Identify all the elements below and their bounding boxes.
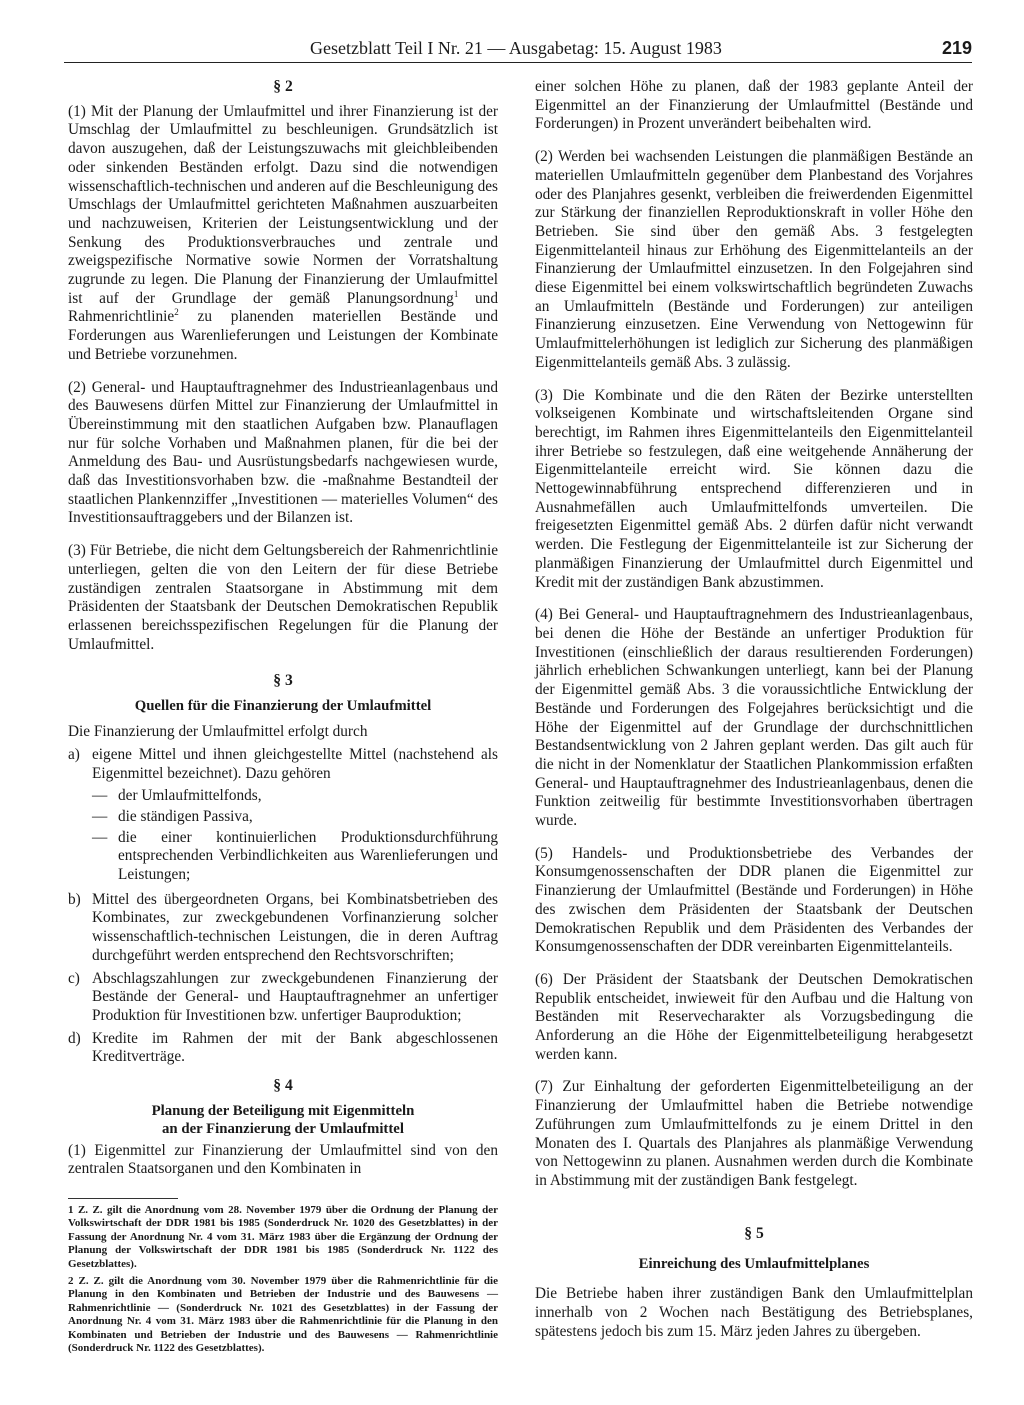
list-item-c: c) Abschlagszahlungen zur zweckgebundenen Finanzierung der Bestände der General- und Hauptauftragnehmer an unfertiger Produktion für Investitionen bzw. unfertiger Bauproduktion; (68, 969, 498, 1024)
header-title: Gesetzblatt Teil I Nr. 21 — Ausgabetag: 15. August 1983 (310, 38, 722, 58)
section-3-list (68, 746, 498, 1067)
section-4-paragraph-4: (4) Bei General- und Hauptauftragnehmern des Industrieanlagenbaus, bei denen die Höhe der Bestände an unfertiger Produktion für Investitionen (einschließlich der daraus resultierenden Forderungen) jährlich erheblichen Schwankungen unterliegt, kann bei der Planung der Eigenmittel gemäß Abs. 3 die voraussichtliche Entwicklung der Bestände und Forderungen des Folgejahres berücksichtigt und die Höhe der Eigenmittel auf der Grundlage der durchschnittlichen Bestandsentwicklung von 2 Jahren geplant werden. Das gilt auch für die nicht in der Nomenklatur der Staatlichen Plankommission erfaßten General- und Hauptauftragnehmer des Industrieanlagenbaus, denen die Funktion zeitweilig für bestimmte Investitionsvorhaben übertragen wurde. (535, 606, 973, 830)
section-4-paragraph-5: (5) Handels- und Produktionsbetriebe des Verbandes der Konsumgenossenschaften der DDR planen die Eigenmittel zur Finanzierung der Umlaufmittel (Bestände und Forderungen) in Höhe des zwischen dem Präsidenten der Staatsbank der Deutschen Demokratischen Republik und dem Präsidenten des Verbandes der Konsumgenossenschaften der DDR vereinbarten Eigenmittelanteils. (535, 844, 973, 956)
list-item-d: d) Kredite im Rahmen der mit der Bank abgeschlossenen Kreditverträge. (68, 1029, 498, 1066)
footnote-1: 1 Z. Z. gilt die Anordnung vom 28. November 1979 über die Ordnung der Planung der Volkswirtschaft der DDR 1981 bis 1985 (Sonderdruck Nr. 1020 des Gesetzblattes) in der Fassung der Anordnung Nr. 4 vom 31. März 1983 über die Ergänzung der Ordnung der Planung der Volkswirtschaft der DDR 1981 bis 1985 (Sonderdruck Nr. 1122 des Gesetzblattes). (68, 1204, 498, 1270)
section-4-paragraph-1: (1) Eigenmittel zur Finanzierung der Umlaufmittel sind von den zentralen Staatsorganen und den Kombinaten in (68, 1141, 498, 1178)
page-header (0, 38, 1024, 68)
section-4-title: § 4 (273, 1077, 293, 1095)
section-4-heading: Planung der Beteiligung mit Eigenmitteln an der Finanzierung der Umlaufmittel (151, 1102, 415, 1137)
section-4-paragraph-1-continued: einer solchen Höhe zu planen, daß der 1983 geplante Anteil der Eigenmittel an der Finanzierung der Umlaufmittel (Bestände und Forderungen) in Prozent unverändert beibehalten wird. (535, 78, 973, 133)
page-number: 219 (941, 38, 972, 58)
list-subitem: — der Umlaufmittelfonds, (92, 787, 262, 805)
section-3-title: § 3 (273, 672, 293, 690)
right-column (535, 78, 973, 1355)
section-2-paragraph-3: (3) Für Betriebe, die nicht dem Geltungsbereich der Rahmenrichtlinie unterliegen, gelten die von den Leitern der für diese Betriebe zuständigen zentralen Staatsorgane in Abstimmung mit dem Präsidenten der Staatsbank der Deutschen Demokratischen Republik erlassenen bereichsspezifischen Regelungen für die Planung der Umlaufmittel. (68, 542, 498, 653)
section-2-paragraph-1: (1) Mit der Planung der Umlaufmittel und ihrer Finanzierung ist der Umschlag der Umlaufmittel zu beschleunigen. Grundsätzlich ist davon auszugehen, daß der Leistungszuwachs mit gleichbleibenden oder sinkenden Beständen erfolgt. Dazu sind die notwendigen wissenschaftlich-technischen und anderen auf die Beschleunigung des Umschlags der Umlaufmittel gerichteten Maßnahmen auszuarbeiten und nachzuweisen, Kriterien der Leistungsentwicklung und der Senkung des Produktionsverbrauches und zentrale und zweigspezifische Normative sowie Normen der Vorratshaltung zugrunde zu legen. Die Planung der Finanzierung der Umlaufmittel ist auf der Grundlage der gemäß Planungsordnung$^1$ und Rahmenrichtlinie$^2$ zu planenden materiellen Bestände und Forderungen aus Warenlieferungen und Leistungen der Kombinate und Betriebe vorzunehmen. (68, 102, 498, 363)
footnotes (68, 1204, 498, 1359)
section-2-paragraph-2: (2) General- und Hauptauftragnehmer des Industrieanlagenbaus und des Bauwesens dürfen Mittel zur Finanzierung der Umlaufmittel in Übereinstimmung mit den staatlichen Aufgaben bzw. Planauflagen nur für solche Vorhaben und Maßnahmen planen, für die bei der Anmeldung des Bau- und Ausrüstungsbedarfs nachgewiesen wurde, daß das Investitionsvorhaben bzw. die -maßnahme Bestandteil der staatlichen Plankennziffer „Investitionen — materielles Volumen“ des Investitionsauftraggebers und der Bilanzen ist. (68, 378, 498, 527)
section-4-paragraph-7: (7) Zur Einhaltung der geforderten Eigenmittelbeteiligung an der Finanzierung der Umlaufmittel haben die Betriebe notwendige Zuführungen zum Umlaufmittelfonds zu je einem Drittel in den Monaten des I. Quartals des Planjahres als planmäßige Verwendung von Nettogewinn zu planen. Ausnahmen werden durch die Kombinate in Abstimmung mit der zuständigen Bank festgelegt. (535, 1078, 973, 1189)
section-3-intro: Die Finanzierung der Umlaufmittel erfolgt durch (68, 723, 368, 741)
list-subitem: — die ständigen Passiva, (92, 807, 253, 825)
section-4-paragraph-3: (3) Die Kombinate und die den Räten der Bezirke unterstellten volkseigenen Kombinate und wirtschaftsleitenden Organe sind berechtigt, im Rahmen ihres Eigenmittelanteils den Eigenmittelanteil ihrer Betriebe so festzulegen, daß eine weitgehende Annäherung der Eigenmittelanteile erreicht wird. Sie können dazu die Nettogewinnabführung entsprechend differenzieren und in Ausnahmefällen auch Umlaufmittelfonds umverteilen. Die freigesetzten Eigenmittel gemäß Abs. 2 dürfen dafür nicht verwandt werden. Die Festlegung der Eigenmittelanteile ist zur Sicherung der planmäßigen Finanzierung der Umlaufmittel durch Eigenmittel und Kredit mit der zuständigen Bank abzustimmen. (535, 386, 973, 591)
section-4-paragraph-6: (6) Der Präsident der Staatsbank der Deutschen Demokratischen Republik entscheidet, inwieweit für den Aufbau und die Haltung von Beständen mit Reservecharakter als Vorzugsbedingung die Anforderung an die Höhe der Eigenmittelbeteiligung herabgesetzt werden kann. (535, 970, 973, 1063)
section-5-title: § 5 (744, 1224, 764, 1242)
list-item-a: a) eigene Mittel und ihnen gleichgestellte Mittel (nachstehend als Eigenmittel bezeichnet). Dazu gehören (68, 745, 498, 782)
footnote-rule (68, 1198, 178, 1199)
section-2-title: § 2 (273, 78, 293, 95)
list-item-b: b) Mittel des übergeordneten Organs, bei Kombinatsbetrieben des Kombinates, zur zweckgebundenen Vorfinanzierung solcher wissenschaftlich-technischen Leistungen, die in deren Auftrag durchgeführt werden entsprechend den Rechtsvorschriften; (68, 890, 498, 964)
left-column (68, 78, 498, 1193)
section-4-paragraph-2: (2) Werden bei wachsenden Leistungen die planmäßigen Bestände an materiellen Umlaufmitteln gegenüber dem Planbestand des Vorjahres oder des Planjahres gesenkt, verbleiben die freiwerdenden Eigenmittel zur Stärkung der finanziellen Reproduktionskraft in voller Höhe den Betrieben. Sie sind über den gemäß Abs. 3 festgelegten Eigenmittelanteil hinaus zur Erhöhung des Eigenmittelanteils an der Finanzierung der Umlaufmittel einzusetzen. In den Folgejahren sind diese Eigenmittel bei einem volkswirtschaftlich begründeten Zuwachs an Umlaufmitteln (Bestände und Forderungen) zur anteiligen Finanzierung einzusetzen. Eine Verwendung von Nettogewinn für Umlaufmittelerhöhungen ist lediglich zur Sicherung des planmäßigen Eigenmittelanteils gemäß Abs. 3 zulässig. (535, 148, 973, 371)
footnote-ref-1: 1 (453, 288, 459, 299)
footnote-2: 2 Z. Z. gilt die Anordnung vom 30. November 1979 über die Rahmenrichtlinie für die Planung in den Kombinaten und Betrieben der Industrie und des Bauwesens — Rahmenrichtlinie — (Sonderdruck Nr. 1021 des Gesetzblattes) in der Fassung der Anordnung Nr. 4 vom 31. März 1983 über die Rahmenrichtlinie für die Planung in den Kombinaten und Betrieben der Industrie und des Bauwesens — Rahmenrichtlinie (Sonderdruck Nr. 1122 des Gesetzblattes). (68, 1275, 498, 1355)
header-rule (64, 62, 972, 63)
section-3-heading: Quellen für die Finanzierung der Umlaufmittel (134, 698, 432, 715)
list-subitem: — die einer kontinuierlichen Produktionsdurchführung entsprechenden Verbindlichkeiten aus Warenlieferungen und Leistungen; (92, 828, 498, 884)
section-5-heading: Einreichung des Umlaufmittelplanes (638, 1256, 870, 1273)
footnote-ref-2: 2 (174, 307, 179, 318)
section-5-paragraph-1: Die Betriebe haben ihrer zuständigen Bank den Umlaufmittelplan innerhalb von 2 Wochen nach Bestätigung des Betriebsplanes, spätestens jedoch bis zum 15. März jeden Jahres zu übergeben. (535, 1285, 973, 1340)
